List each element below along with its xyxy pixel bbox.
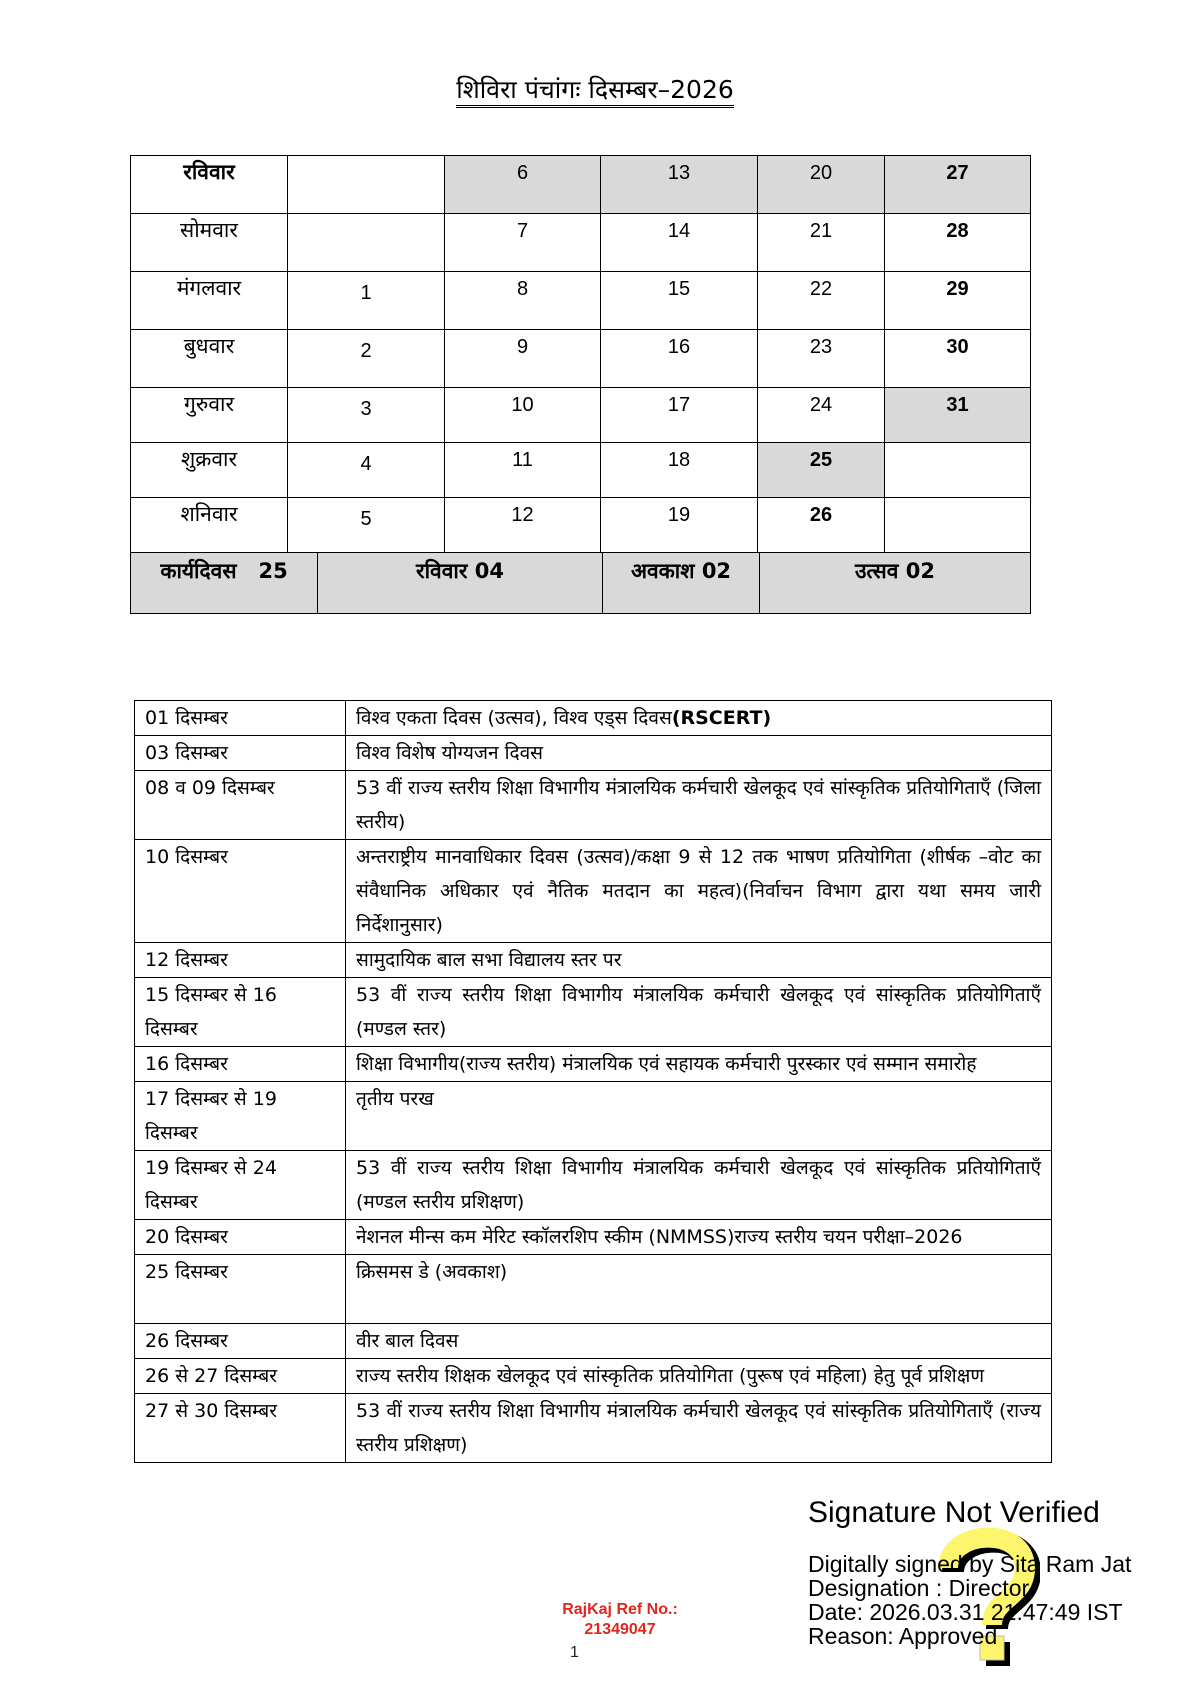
- calendar-date-cell: 28: [885, 214, 1031, 272]
- event-row: [135, 1359, 1052, 1394]
- event-description-text: नेशनल मीन्स कम मेरिट स्कॉलरशिप स्कीम (NMMSS)राज्य स्तरीय चयन परीक्षा–2026: [356, 1226, 963, 1248]
- signature-details: [808, 1552, 1131, 1648]
- calendar-date-cell: 23: [758, 330, 885, 388]
- event-description-text: 53 वीं राज्य स्तरीय शिक्षा विभागीय मंत्रालयिक कर्मचारी खेलकूद एवं सांस्कृतिक प्रतियोगिताएँ (मण्डल स्तर): [356, 984, 1041, 1040]
- summary-sundays: रविवार 04: [318, 553, 603, 613]
- event-description-text: वीर बाल दिवस: [356, 1330, 459, 1352]
- event-description-text: तृतीय परख: [356, 1088, 434, 1110]
- calendar-table: [130, 155, 1031, 614]
- events-table: [134, 700, 1052, 1463]
- event-date: 20 दिसम्बर: [135, 1220, 346, 1255]
- calendar-date-cell: 13: [601, 156, 758, 214]
- calendar-date-cell: 7: [445, 214, 601, 272]
- event-description: [346, 840, 1052, 943]
- event-row: [135, 1047, 1052, 1082]
- weekday-label: रविवार: [131, 156, 288, 214]
- calendar-summary-row: [131, 553, 1031, 614]
- calendar-row: [131, 330, 1031, 388]
- calendar-row: [131, 498, 1031, 553]
- event-row: [135, 736, 1052, 771]
- event-description-suffix: (RSCERT): [671, 707, 772, 729]
- calendar-date-cell: 11: [445, 443, 601, 498]
- calendar-date-cell: 4: [288, 443, 445, 498]
- event-description: [346, 1151, 1052, 1220]
- calendar-date-cell: [885, 498, 1031, 553]
- calendar-date-cell: 16: [601, 330, 758, 388]
- calendar-date-cell: 10: [445, 388, 601, 443]
- weekday-label: शुक्रवार: [131, 443, 288, 498]
- event-description: [346, 1324, 1052, 1359]
- event-row: [135, 978, 1052, 1047]
- calendar-row: [131, 443, 1031, 498]
- event-date: 03 दिसम्बर: [135, 736, 346, 771]
- event-description-text: शिक्षा विभागीय(राज्य स्तरीय) मंत्रालयिक एवं सहायक कर्मचारी पुरस्कार एवं सम्मान समारोह: [356, 1053, 977, 1075]
- event-date: 10 दिसम्बर: [135, 840, 346, 943]
- calendar-date-cell: 29: [885, 272, 1031, 330]
- calendar-date-cell: [288, 214, 445, 272]
- page-title: [0, 72, 1190, 106]
- event-date: 08 व 09 दिसम्बर: [135, 771, 346, 840]
- event-description: [346, 1082, 1052, 1151]
- calendar-date-cell: 25: [758, 443, 885, 498]
- summary-festivals: उत्सव 02: [855, 559, 935, 583]
- calendar-date-cell: [885, 443, 1031, 498]
- calendar-date-cell: 20: [758, 156, 885, 214]
- event-date: 27 से 30 दिसम्बर: [135, 1394, 346, 1463]
- event-row: [135, 1151, 1052, 1220]
- calendar-date-cell: 24: [758, 388, 885, 443]
- calendar-date-cell: 6: [445, 156, 601, 214]
- calendar-date-cell: 30: [885, 330, 1031, 388]
- event-description-text: राज्य स्तरीय शिक्षक खेलकूद एवं सांस्कृतिक प्रतियोगिता (पुरूष एवं महिला) हेतु पूर्व प्रशिक्षण: [356, 1365, 985, 1387]
- summary-holidays: अवकाश 02: [603, 553, 760, 613]
- weekday-label: मंगलवार: [131, 272, 288, 330]
- event-description-text: अन्तराष्ट्रीय मानवाधिकार दिवस (उत्सव)/कक्षा 9 से 12 तक भाषण प्रतियोगिता (शीर्षक –वोट का संवैधानिक अधिकार एवं नैतिक मतदान का महत्व)(निर्वाचन विभाग द्वारा यथा समय जारी निर्देशानुसार): [356, 846, 1041, 936]
- event-description: [346, 771, 1052, 840]
- event-date: 12 दिसम्बर: [135, 943, 346, 978]
- event-row: [135, 1255, 1052, 1324]
- calendar-date-cell: 26: [758, 498, 885, 553]
- event-row: [135, 1220, 1052, 1255]
- event-description-text: विश्व विशेष योग्यजन दिवस: [356, 742, 543, 764]
- event-date: 26 दिसम्बर: [135, 1324, 346, 1359]
- weekday-label: शनिवार: [131, 498, 288, 553]
- signature-signed-by: Digitally signed by Sita Ram Jat: [808, 1551, 1132, 1577]
- calendar-date-cell: 19: [601, 498, 758, 553]
- event-date: 15 दिसम्बर से 16 दिसम्बर: [135, 978, 346, 1047]
- calendar-date-cell: 12: [445, 498, 601, 553]
- calendar-date-cell: 3: [288, 388, 445, 443]
- event-row: [135, 1324, 1052, 1359]
- calendar-date-cell: [288, 156, 445, 214]
- event-row: [135, 701, 1052, 736]
- signature-status: Signature Not Verified: [808, 1496, 1100, 1529]
- calendar-date-cell: 8: [445, 272, 601, 330]
- event-description: [346, 1047, 1052, 1082]
- event-row: [135, 1394, 1052, 1463]
- event-row: [135, 943, 1052, 978]
- event-description: [346, 943, 1052, 978]
- calendar-date-cell: 5: [288, 498, 445, 553]
- calendar-row: [131, 272, 1031, 330]
- event-date: 26 से 27 दिसम्बर: [135, 1359, 346, 1394]
- calendar-date-cell: 21: [758, 214, 885, 272]
- ref-label: RajKaj Ref No.:: [562, 1601, 678, 1618]
- event-description: [346, 736, 1052, 771]
- weekday-label: सोमवार: [131, 214, 288, 272]
- calendar-date-cell: 14: [601, 214, 758, 272]
- event-description-text: विश्व एकता दिवस (उत्सव), विश्व एड्स दिवस: [356, 707, 672, 729]
- summary-working-days: कार्यदिवस 25: [131, 553, 318, 613]
- page-number: 1: [570, 1644, 579, 1661]
- signature-designation: Designation : Director: [808, 1575, 1030, 1601]
- calendar-date-cell: 2: [288, 330, 445, 388]
- event-description-text: 53 वीं राज्य स्तरीय शिक्षा विभागीय मंत्रालयिक कर्मचारी खेलकूद एवं सांस्कृतिक प्रतियोगिताएँ (जिला स्तरीय): [356, 777, 1041, 833]
- event-description: [346, 1220, 1052, 1255]
- event-description: [346, 1394, 1052, 1463]
- event-row: [135, 840, 1052, 943]
- calendar-date-cell: 1: [288, 272, 445, 330]
- calendar-date-cell: 27: [885, 156, 1031, 214]
- event-date: 17 दिसम्बर से 19 दिसम्बर: [135, 1082, 346, 1151]
- event-description-text: क्रिसमस डे (अवकाश): [356, 1261, 508, 1283]
- calendar-row: [131, 156, 1031, 214]
- event-description-text: 53 वीं राज्य स्तरीय शिक्षा विभागीय मंत्रालयिक कर्मचारी खेलकूद एवं सांस्कृतिक प्रतियोगिताएँ (मण्डल स्तरीय प्रशिक्षण): [356, 1157, 1041, 1213]
- weekday-label: गुरुवार: [131, 388, 288, 443]
- calendar-date-cell: 17: [601, 388, 758, 443]
- event-date: 01 दिसम्बर: [135, 701, 346, 736]
- calendar-date-cell: 9: [445, 330, 601, 388]
- event-row: [135, 1082, 1052, 1151]
- calendar-date-cell: 31: [885, 388, 1031, 443]
- calendar-row: [131, 388, 1031, 443]
- calendar-row: [131, 214, 1031, 272]
- event-description: [346, 701, 1052, 736]
- signature-date: Date: 2026.03.31 21:47:49 IST: [808, 1599, 1123, 1625]
- event-description: [346, 1255, 1052, 1324]
- event-description: [346, 978, 1052, 1047]
- event-row: [135, 771, 1052, 840]
- page-title-text: शिविरा पंचांगः दिसम्बर–2026: [456, 75, 734, 108]
- event-description-text: सामुदायिक बाल सभा विद्यालय स्तर पर: [356, 949, 622, 971]
- weekday-label: बुधवार: [131, 330, 288, 388]
- ref-number: 21349047: [584, 1621, 656, 1638]
- rajkaj-ref: [555, 1600, 685, 1640]
- calendar-date-cell: 22: [758, 272, 885, 330]
- event-description-text: 53 वीं राज्य स्तरीय शिक्षा विभागीय मंत्रालयिक कर्मचारी खेलकूद एवं सांस्कृतिक प्रतियोगिताएँ (राज्य स्तरीय प्रशिक्षण): [356, 1400, 1041, 1456]
- event-description: [346, 1359, 1052, 1394]
- signature-reason: Reason: Approved: [808, 1623, 998, 1649]
- calendar-date-cell: 18: [601, 443, 758, 498]
- calendar-date-cell: 15: [601, 272, 758, 330]
- event-date: 25 दिसम्बर: [135, 1255, 346, 1324]
- event-date: 16 दिसम्बर: [135, 1047, 346, 1082]
- event-date: 19 दिसम्बर से 24 दिसम्बर: [135, 1151, 346, 1220]
